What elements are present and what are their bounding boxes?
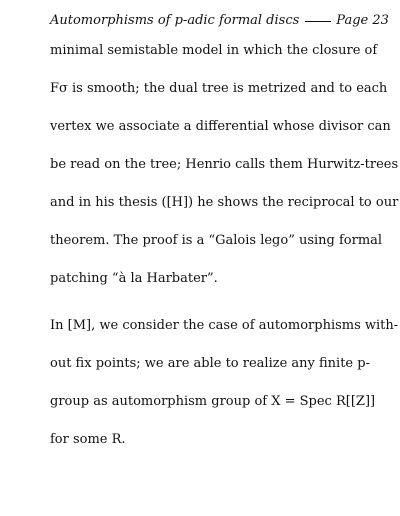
text-line: and in his thesis ([H]) he shows the reciprocal to our [50, 195, 399, 210]
text-line: group as automorphism group of X = Spec R[[Z]] [50, 394, 376, 409]
text-line: for some R. [50, 432, 126, 447]
text-line: In [M], we consider the case of automorphisms with- [50, 318, 399, 333]
header-rule [305, 21, 331, 22]
running-title: Automorphisms of p-adic formal discs [50, 13, 300, 28]
text-line: vertex we associate a differential whose divisor can [50, 119, 391, 134]
text-line: theorem. The proof is a “Galois lego” using formal [50, 233, 383, 248]
page-header [50, 11, 389, 31]
page-number: Page 23 [336, 13, 389, 28]
text-line: patching “à la Harbater”. [50, 271, 218, 286]
text-line: out fix points; we are able to realize any finite p- [50, 356, 370, 371]
text-line: be read on the tree; Henrio calls them Hurwitz-trees [50, 157, 399, 172]
text-line: Fσ is smooth; the dual tree is metrized and to each [50, 81, 388, 96]
text-line: minimal semistable model in which the closure of [50, 43, 378, 58]
